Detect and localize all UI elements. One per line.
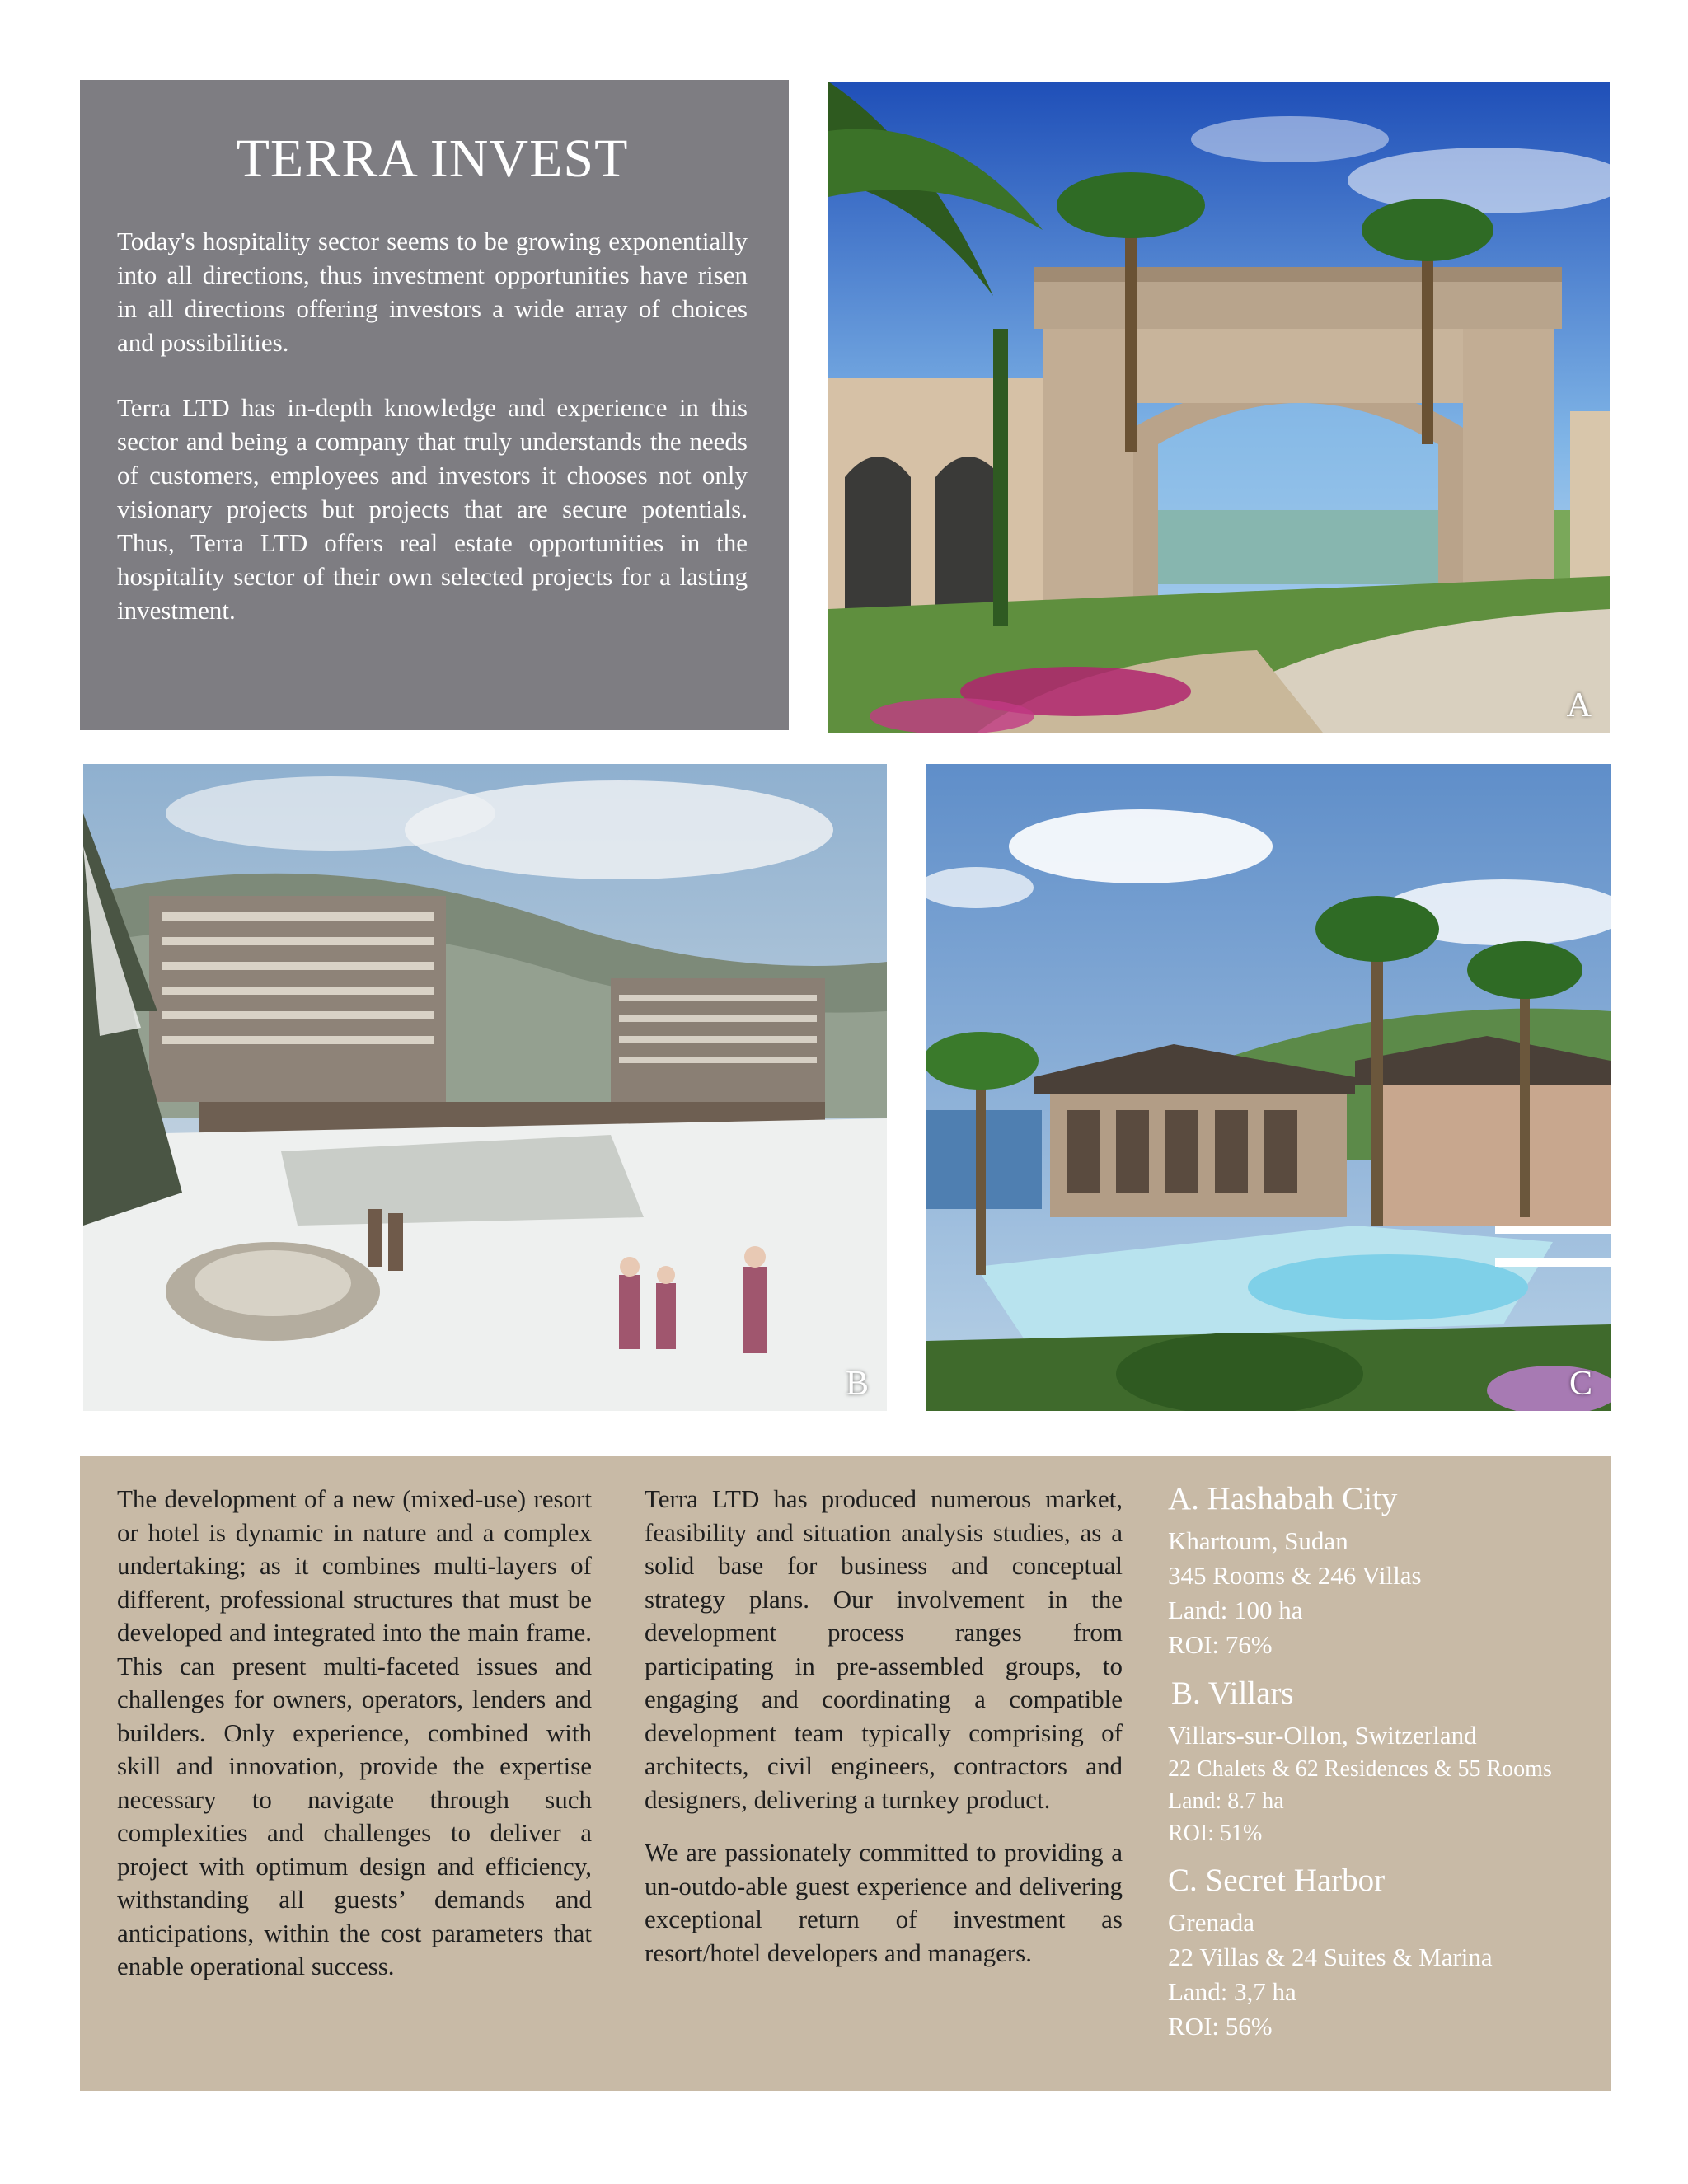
project-villars xyxy=(1168,1675,1605,1849)
photo-c-label: C xyxy=(1568,1365,1592,1403)
project-list xyxy=(1168,1481,1605,2057)
project-roi: ROI: 51% xyxy=(1168,1821,1263,1846)
project-secret-harbor xyxy=(1168,1863,1605,2044)
photo-c-tropical-villa xyxy=(926,764,1611,1411)
project-roi: ROI: 76% xyxy=(1168,1630,1273,1659)
project-name: A. Hashabah City xyxy=(1168,1481,1398,1516)
body-column-2 xyxy=(645,1483,1123,1970)
body-paragraph-commitment: We are passionately committed to providing a un-outdo-able guest experience and delivering exceptional return of investment as resort/hotel developers and managers. xyxy=(645,1838,1123,1967)
intro-paragraph-2: Terra LTD has in-depth knowledge and experience in this sector and being a company that truly understands the needs of customers, employees and investors it chooses not only visionary projects but projects that are secure potentials. Thus, Terra LTD offers real estate opportunities in the hospitality sector of their own selected projects for a lasting investment. xyxy=(117,392,748,625)
photo-b-snow-resort xyxy=(83,764,887,1411)
photo-b-label: B xyxy=(845,1365,869,1403)
tropical-villa-illustration xyxy=(926,764,1611,1411)
intro-paragraph-1: Today's hospitality sector seems to be growing exponentially into all directions, thus investment opportunities have risen in all directions offering investors a wide array of choices and possibilities. xyxy=(117,226,748,357)
project-name: C. Secret Harbor xyxy=(1168,1863,1386,1898)
snow-resort-illustration xyxy=(83,764,887,1411)
body-column-1 xyxy=(117,1483,592,1984)
body-paragraph-development: The development of a new (mixed-use) resort or hotel is dynamic in nature and a complex undertaking; as it combines multi-layers of different, professional structures that must be developed and integrated into the main frame. This can present multi-faceted issues and challenges for owners, operators, lenders and builders. Only experience, combined with skill and innovation, provide the expertise necessary to navigate through such complexities and challenges to deliver a project with optimum design and efficiency, withstanding all guests’ demands and anticipations, within the cost parameters that enable operational success. xyxy=(117,1484,592,1980)
project-location: Villars-sur-Ollon, Switzerland xyxy=(1168,1721,1477,1750)
info-panel xyxy=(80,1456,1611,2091)
project-units: 22 Villas & 24 Suites & Marina xyxy=(1168,1943,1493,1971)
project-location: Khartoum, Sudan xyxy=(1168,1526,1348,1555)
project-hashabah-city xyxy=(1168,1481,1605,1662)
project-name: B. Villars xyxy=(1171,1675,1294,1711)
body-paragraph-analysis: Terra LTD has produced numerous market, feasibility and situation analysis studies, as a solid base for business and conceptual strategy plans. Our involvement in the development process ranges from participating in pre-assembled groups, to engaging and coordinating a compatible development team typically comprising of architects, civil engineers, contractors and designers, delivering a turnkey product. xyxy=(645,1484,1123,1814)
resort-gate-illustration xyxy=(828,82,1610,733)
project-units: 345 Rooms & 246 Villas xyxy=(1168,1561,1422,1590)
page-title: TERRA INVEST xyxy=(236,129,629,189)
project-units: 22 Chalets & 62 Residences & 55 Rooms xyxy=(1168,1756,1552,1782)
project-roi: ROI: 56% xyxy=(1168,2012,1273,2041)
project-location: Grenada xyxy=(1168,1908,1254,1937)
project-land: Land: 8.7 ha xyxy=(1168,1788,1284,1814)
intro-panel xyxy=(80,80,789,730)
project-land: Land: 100 ha xyxy=(1168,1596,1303,1624)
photo-a-label: A xyxy=(1566,687,1592,724)
project-land: Land: 3,7 ha xyxy=(1168,1977,1296,2006)
photo-a-resort-gate xyxy=(828,82,1610,733)
